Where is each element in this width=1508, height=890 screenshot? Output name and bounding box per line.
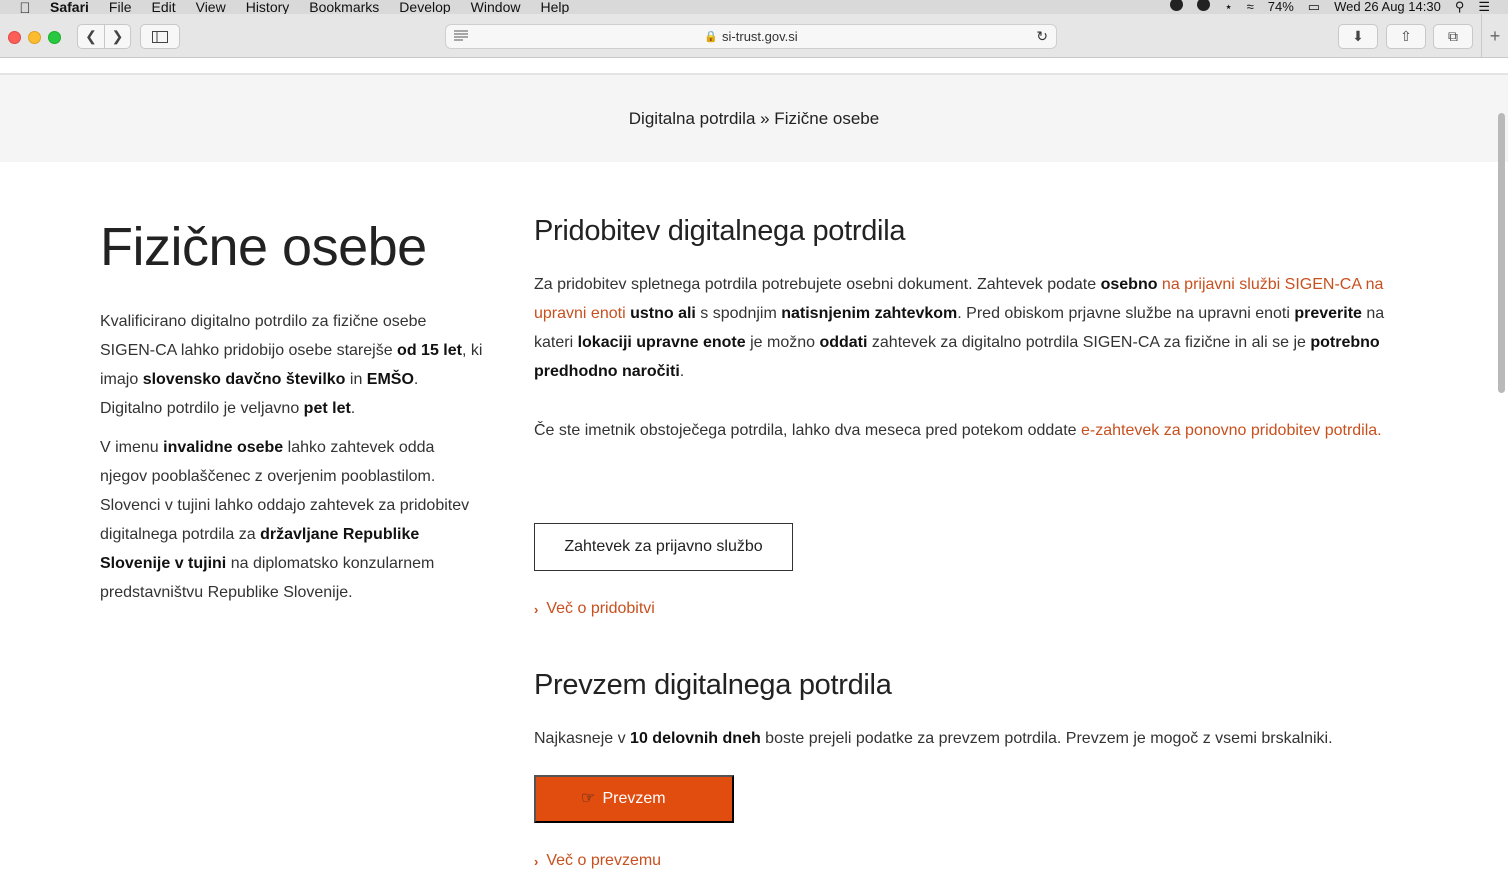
lock-icon: 🔒 xyxy=(704,31,719,43)
chevron-right-icon: › xyxy=(534,853,539,869)
menu-window[interactable]: Window xyxy=(470,0,521,14)
bold-text: EMŠO xyxy=(366,371,414,388)
section-paragraph-prevzem xyxy=(534,724,1414,753)
prevzem-button-label: Prevzem xyxy=(602,790,666,807)
status-drive-icon[interactable] xyxy=(1197,0,1210,11)
intro-text xyxy=(100,307,485,607)
tabs-icon: ⧉ xyxy=(1448,28,1458,44)
menu-view[interactable]: View xyxy=(195,0,226,14)
bold-text: državljane Republike Slovenije v tujini xyxy=(100,526,420,572)
address-bar[interactable] xyxy=(445,24,1057,49)
back-button[interactable] xyxy=(78,25,104,48)
bluetooth-icon[interactable]: ⋆ xyxy=(1224,0,1233,14)
status-app-icon[interactable] xyxy=(1170,0,1183,11)
chevron-left-icon: ❮ xyxy=(85,28,97,44)
text: , ki imajo xyxy=(100,342,483,388)
text: Najkasneje v xyxy=(534,730,631,747)
menu-help[interactable]: Help xyxy=(540,0,570,14)
section-paragraph-renewal xyxy=(534,416,1414,445)
web-page xyxy=(0,58,1508,890)
more-pridobitev-link[interactable] xyxy=(534,600,655,618)
bold-text: potrebno predhodno naročiti xyxy=(534,334,1380,380)
hand-cursor-icon: ☞ xyxy=(581,790,596,807)
downloads-button[interactable] xyxy=(1338,24,1378,49)
menu-bar xyxy=(0,0,1508,14)
bold-text: 10 delovnih dneh xyxy=(630,730,761,747)
browser-toolbar xyxy=(0,14,1508,58)
page-title: Fizične osebe xyxy=(100,217,427,277)
text: s spodnjim xyxy=(695,305,782,322)
menu-file[interactable]: File xyxy=(108,0,132,14)
text: na diplomatsko konzularnem predstavništvu Republike Slovenije. xyxy=(100,555,435,601)
section-heading-prevzem: Prevzem digitalnega potrdila xyxy=(534,669,892,701)
battery-icon[interactable]: ▭ xyxy=(1307,0,1321,14)
menu-bookmarks[interactable]: Bookmarks xyxy=(309,0,380,14)
bold-text: slovensko davčno številko xyxy=(142,371,346,388)
share-icon: ⇧ xyxy=(1400,28,1412,44)
section-paragraph-pridobitev xyxy=(534,270,1414,386)
share-button[interactable] xyxy=(1386,24,1426,49)
link-e-zahtevek[interactable]: e-zahtevek za ponovno pridobitev potrdila. xyxy=(1080,422,1382,439)
scrollbar-thumb[interactable] xyxy=(1498,113,1505,393)
chevron-right-icon: ❯ xyxy=(111,28,124,44)
section-heading-pridobitev: Pridobitev digitalnega potrdila xyxy=(534,215,906,247)
sidebar-toggle-button[interactable] xyxy=(140,24,180,49)
apple-icon[interactable] xyxy=(18,0,32,14)
bold-text: oddati xyxy=(819,334,868,351)
show-tabs-button[interactable] xyxy=(1433,24,1473,49)
bold-text: lokaciji upravne enote xyxy=(577,334,746,351)
battery-percent[interactable]: 74% xyxy=(1267,0,1294,14)
more-prevzem-link[interactable] xyxy=(534,852,661,870)
text: . Digitalno potrdilo je veljavno xyxy=(100,371,419,417)
menu-history[interactable]: History xyxy=(245,0,290,14)
bold-text: pet let xyxy=(303,400,351,417)
text: na kateri xyxy=(534,305,1385,351)
bold-text: invalidne osebe xyxy=(163,439,284,456)
text: boste prejeli podatke za prevzem potrdila. Prevzem je mogoč z vsemi brskalniki. xyxy=(760,730,1333,747)
text: . Pred obiskom prjavne službe na upravni enoti xyxy=(957,305,1295,322)
new-tab-button[interactable] xyxy=(1481,14,1508,58)
zoom-window-button[interactable] xyxy=(48,31,61,44)
sidebar-icon xyxy=(152,31,168,43)
zahtevek-button[interactable]: Zahtevek za prijavno službo xyxy=(534,523,793,571)
close-window-button[interactable] xyxy=(8,31,21,44)
bold-text: od 15 let xyxy=(397,342,462,359)
minimize-window-button[interactable] xyxy=(28,31,41,44)
bold-text: ustno ali xyxy=(630,305,696,322)
menu-develop[interactable]: Develop xyxy=(399,0,451,14)
bold-text: natisnjenim zahtevkom xyxy=(781,305,958,322)
plus-icon: + xyxy=(1489,25,1501,46)
text: Za pridobitev spletnega potrdila potrebujete osebni dokument. Zahtevek podate xyxy=(534,276,1101,293)
forward-button[interactable] xyxy=(104,25,130,48)
text: V imenu xyxy=(100,439,164,456)
notification-center-icon[interactable]: ☰ xyxy=(1478,0,1490,14)
more-prevzem-label: Več o prevzemu xyxy=(546,852,662,869)
text: Kvalificirano digitalno potrdilo za fizične osebe SIGEN-CA lahko pridobijo osebe starejše xyxy=(100,313,427,359)
clock[interactable]: Wed 26 Aug 14:30 xyxy=(1334,0,1441,14)
intro-paragraph-2 xyxy=(100,433,485,607)
intro-paragraph-1 xyxy=(100,307,485,423)
breadcrumb-text[interactable]: Digitalna potrdila » Fizične osebe xyxy=(628,108,880,128)
prevzem-button[interactable] xyxy=(534,775,734,823)
chevron-right-icon: › xyxy=(534,601,539,617)
text: in xyxy=(345,371,367,388)
wifi-icon[interactable]: ≈ xyxy=(1246,0,1254,14)
text: . xyxy=(350,400,356,417)
text: je možno xyxy=(745,334,820,351)
breadcrumb xyxy=(0,75,1508,162)
reader-icon[interactable] xyxy=(454,29,468,44)
download-icon: ⬇ xyxy=(1352,28,1364,44)
menu-edit[interactable]: Edit xyxy=(151,0,176,14)
bold-text: preverite xyxy=(1294,305,1362,322)
status-area xyxy=(1170,0,1490,14)
text: lahko zahtevek odda njegov pooblaščenec z overjenim pooblastilom. Slovenci v tujini lahko oddajo zahtevek za pridobitev digitalnega potrdila za xyxy=(100,439,470,543)
nav-buttons xyxy=(77,24,131,49)
text: Če ste imetnik obstoječega potrdila, lahko dva meseca pred potekom oddate xyxy=(534,422,1081,439)
reload-icon[interactable]: ↻ xyxy=(1036,28,1048,44)
menu-safari[interactable]: Safari xyxy=(50,0,89,14)
more-pridobitev-label: Več o pridobitvi xyxy=(546,600,655,617)
text: . xyxy=(679,363,685,380)
url-text: si-trust.gov.si xyxy=(722,29,798,44)
bold-text: osebno xyxy=(1100,276,1158,293)
spotlight-icon[interactable]: ⚲ xyxy=(1454,0,1465,14)
link-prijavna-sluzba[interactable]: na prijavni službi SIGEN-CA na upravni enoti xyxy=(534,276,1384,322)
text: zahtevek za digitalno potrdila SIGEN-CA za fizične in ali se je xyxy=(867,334,1311,351)
